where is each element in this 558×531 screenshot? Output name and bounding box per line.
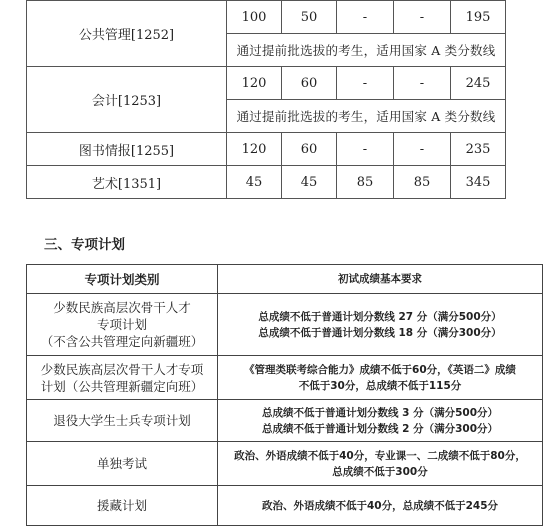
requirement-line: 《管理类联考综合能力》成绩不低于60分，《英语二》成绩 bbox=[244, 363, 516, 376]
special-plan-table bbox=[26, 264, 543, 526]
requirement-cell bbox=[218, 294, 543, 356]
table-row bbox=[27, 67, 506, 100]
score-cell: 245 bbox=[451, 67, 506, 100]
requirement-cell bbox=[218, 486, 543, 526]
score-cell: 50 bbox=[282, 1, 337, 34]
category-cell bbox=[27, 294, 218, 356]
score-cell: - bbox=[337, 1, 394, 34]
score-cell: 120 bbox=[227, 133, 282, 166]
category-line: 专项计划 bbox=[96, 317, 147, 332]
score-cell: 60 bbox=[282, 67, 337, 100]
requirement-line: 政治、外语成绩不低于40分，总成绩不低于245分 bbox=[261, 499, 499, 512]
table-row bbox=[27, 486, 543, 526]
requirement-cell bbox=[218, 356, 543, 400]
score-line-table bbox=[26, 0, 506, 199]
score-cell: 45 bbox=[227, 166, 282, 199]
table-row bbox=[27, 133, 506, 166]
major-cell: 艺术[1351] bbox=[27, 166, 227, 199]
table-row bbox=[27, 356, 543, 400]
score-cell: 120 bbox=[227, 67, 282, 100]
table-row bbox=[27, 166, 506, 199]
category-line: 计划（公共管理新疆定向班） bbox=[40, 378, 204, 394]
header-category: 专项计划类别 bbox=[27, 265, 218, 294]
table-row bbox=[27, 442, 543, 486]
category-line: 单独考试 bbox=[96, 456, 147, 471]
requirement-line: 总成绩不低于普通计划分数线 18 分（满分300分） bbox=[258, 326, 502, 339]
requirement-line: 总成绩不低于300分 bbox=[332, 465, 428, 478]
requirement-line: 总成绩不低于普通计划分数线 27 分（满分500分） bbox=[258, 310, 502, 323]
header-requirement: 初试成绩基本要求 bbox=[218, 265, 543, 294]
note-cell: 通过提前批选拔的考生，适用国家 A 类分数线 bbox=[227, 34, 506, 67]
requirement-cell bbox=[218, 442, 543, 486]
score-cell: - bbox=[394, 67, 451, 100]
requirement-line: 总成绩不低于普通计划分数线 3 分（满分500分） bbox=[261, 406, 499, 419]
category-cell bbox=[27, 486, 218, 526]
category-cell bbox=[27, 356, 218, 400]
table-row bbox=[27, 1, 506, 34]
requirement-cell bbox=[218, 400, 543, 442]
score-cell: 60 bbox=[282, 133, 337, 166]
table-row bbox=[27, 400, 543, 442]
requirement-line: 政治、外语成绩不低于40分，专业课一、二成绩不低于80分， bbox=[234, 449, 526, 462]
score-cell: 85 bbox=[394, 166, 451, 199]
major-cell: 图书情报[1255] bbox=[27, 133, 227, 166]
score-cell: - bbox=[394, 1, 451, 34]
major-cell: 公共管理[1252] bbox=[27, 1, 227, 67]
category-cell bbox=[27, 400, 218, 442]
category-line: 少数民族高层次骨干人才专项 bbox=[40, 361, 204, 377]
score-cell: 85 bbox=[337, 166, 394, 199]
requirement-line: 总成绩不低于普通计划分数线 2 分（满分300分） bbox=[261, 422, 499, 435]
category-line: 退役大学生士兵专项计划 bbox=[53, 413, 191, 428]
category-cell bbox=[27, 442, 218, 486]
requirement-line: 不低于30分，总成绩不低于115分 bbox=[298, 379, 462, 392]
score-cell: - bbox=[337, 67, 394, 100]
table-header-row bbox=[27, 265, 543, 294]
score-cell: - bbox=[394, 133, 451, 166]
section-title: 三、专项计划 bbox=[44, 237, 125, 253]
score-cell: 45 bbox=[282, 166, 337, 199]
score-cell: 100 bbox=[227, 1, 282, 34]
category-line: 少数民族高层次骨干人才 bbox=[53, 300, 191, 315]
score-cell: 235 bbox=[451, 133, 506, 166]
category-line: （不含公共管理定向新疆班） bbox=[40, 334, 204, 349]
category-line: 援藏计划 bbox=[96, 498, 147, 513]
score-cell: - bbox=[337, 133, 394, 166]
score-cell: 345 bbox=[451, 166, 506, 199]
major-cell: 会计[1253] bbox=[27, 67, 227, 133]
score-cell: 195 bbox=[451, 1, 506, 34]
table-row bbox=[27, 294, 543, 356]
note-cell: 通过提前批选拔的考生，适用国家 A 类分数线 bbox=[227, 100, 506, 133]
